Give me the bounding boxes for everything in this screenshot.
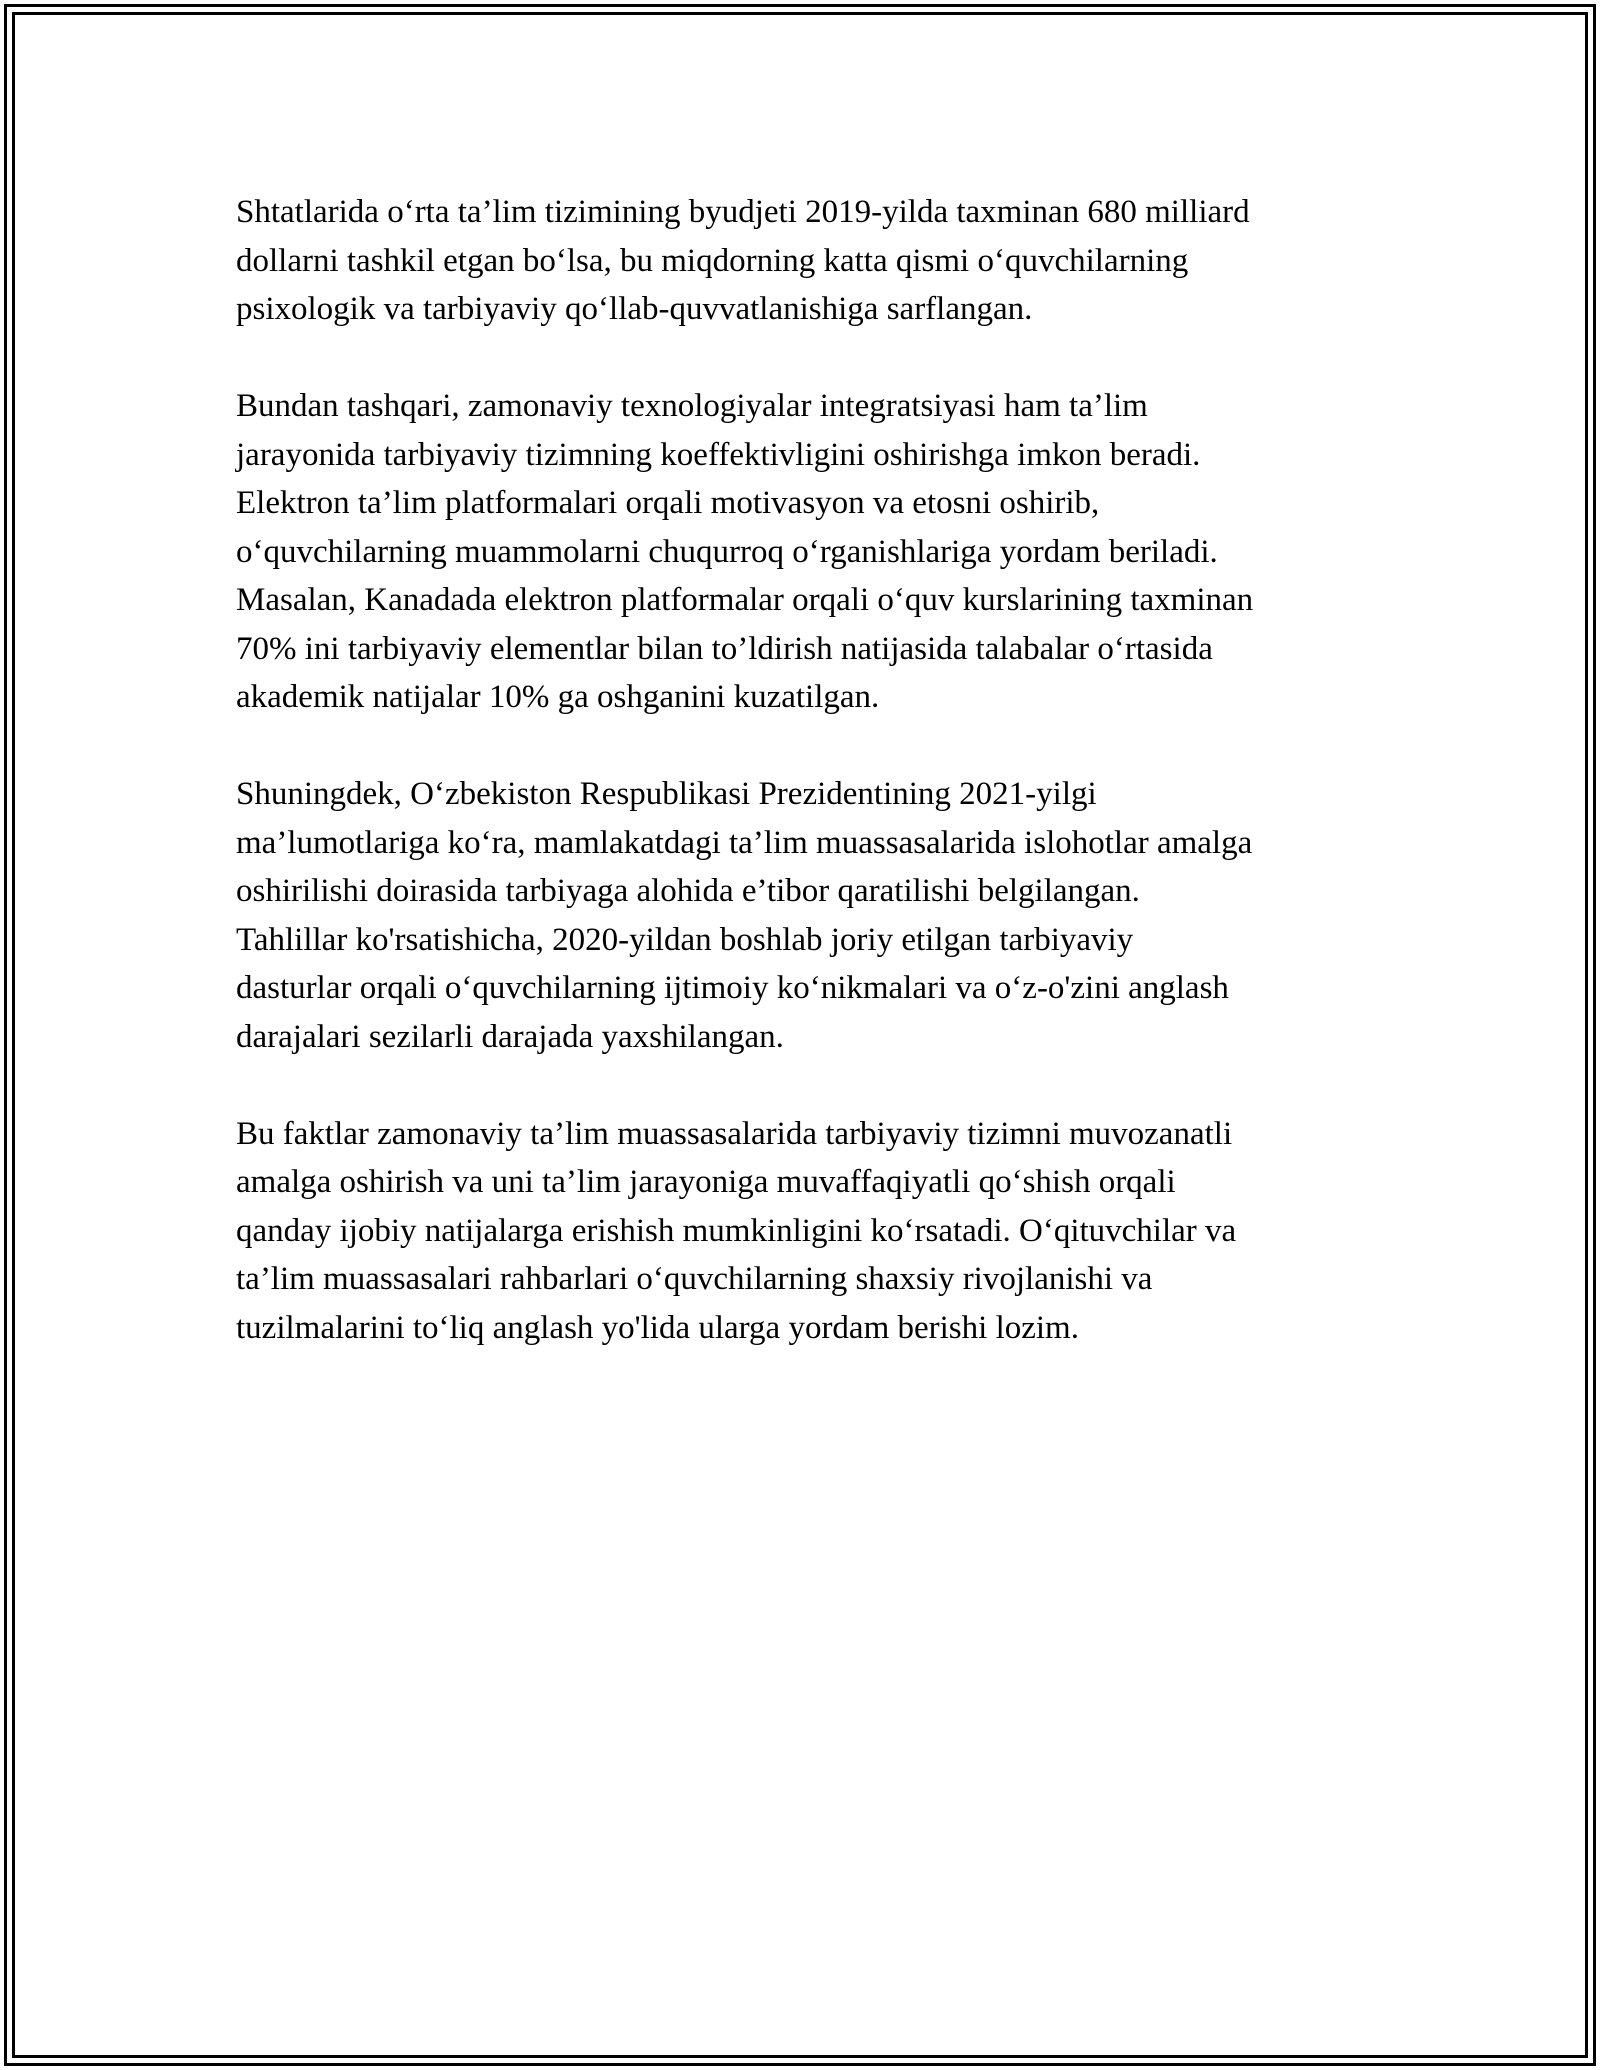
text-line: Shuningdek, O‘zbekiston Respublikasi Prezidentining 2021-yilgi <box>236 776 1097 812</box>
paragraph-3 <box>236 770 1396 1061</box>
text-line: dollarni tashkil etgan bo‘lsa, bu miqdorning katta qismi o‘quvchilarning <box>236 242 1189 279</box>
text-line: tuzilmalarini to‘liq anglash yo'lida ularga yordam berishi lozim. <box>236 1309 1079 1346</box>
text-line: akademik natijalar 10% ga oshganini kuzatilgan. <box>236 679 880 715</box>
text-line: ma’lumotlariga ko‘ra, mamlakatdagi ta’lim muassasalarida islohotlar amalga <box>236 824 1253 861</box>
text-line: Tahlillar ko'rsatishicha, 2020-yildan boshlab joriy etilgan tarbiyaviy <box>236 921 1134 958</box>
paragraph-2 <box>236 382 1396 722</box>
text-line: dasturlar orqali o‘quvchilarning ijtimoiy ko‘nikmalari va o‘z-o'zini anglash <box>236 970 1229 1006</box>
text-line: qanday ijobiy natijalarga erishish mumkinligini ko‘rsatadi. O‘qituvchilar va <box>236 1212 1237 1249</box>
text-line: darajalari sezilarli darajada yaxshilangan. <box>236 1018 784 1055</box>
text-line: Masalan, Kanadada elektron platformalar orqali o‘quv kurslarining taxminan <box>236 582 1254 618</box>
text-line: Elektron ta’lim platformalari orqali motivasyon va etosni oshirib, <box>236 485 1100 521</box>
text-line: Bu faktlar zamonaviy ta’lim muassasalarida tarbiyaviy tizimni muvozanatli <box>236 1115 1233 1152</box>
text-line: Shtatlarida o‘rta ta’lim tizimining byudjeti 2019-yilda taxminan 680 milliard <box>236 194 1250 230</box>
text-line: oshirilishi doirasida tarbiyaga alohida e’tibor qaratilishi belgilangan. <box>236 873 1140 909</box>
text-line: Bundan tashqari, zamonaviy texnologiyalar integratsiyasi ham ta’lim <box>236 388 1148 424</box>
paragraph-1 <box>236 188 1396 334</box>
paragraph-4 <box>236 1110 1396 1353</box>
text-line: 70% ini tarbiyaviy elementlar bilan to’ldirish natijasida talabalar o‘rtasida <box>236 630 1213 667</box>
text-line: ta’lim muassasalari rahbarlari o‘quvchilarning shaxsiy rivojlanishi va <box>236 1261 1153 1297</box>
text-line: psixologik va tarbiyaviy qo‘llab-quvvatlanishiga sarflangan. <box>236 291 1033 327</box>
text-line: amalga oshirish va uni ta’lim jarayoniga muvaffaqiyatli qo‘shish orqali <box>236 1164 1176 1200</box>
document-body <box>236 188 1396 1401</box>
text-line: o‘quvchilarning muammolarni chuqurroq o‘rganishlariga yordam beriladi. <box>236 533 1218 570</box>
text-line: jarayonida tarbiyaviy tizimning koeffektivligini oshirishga imkon beradi. <box>236 436 1201 473</box>
